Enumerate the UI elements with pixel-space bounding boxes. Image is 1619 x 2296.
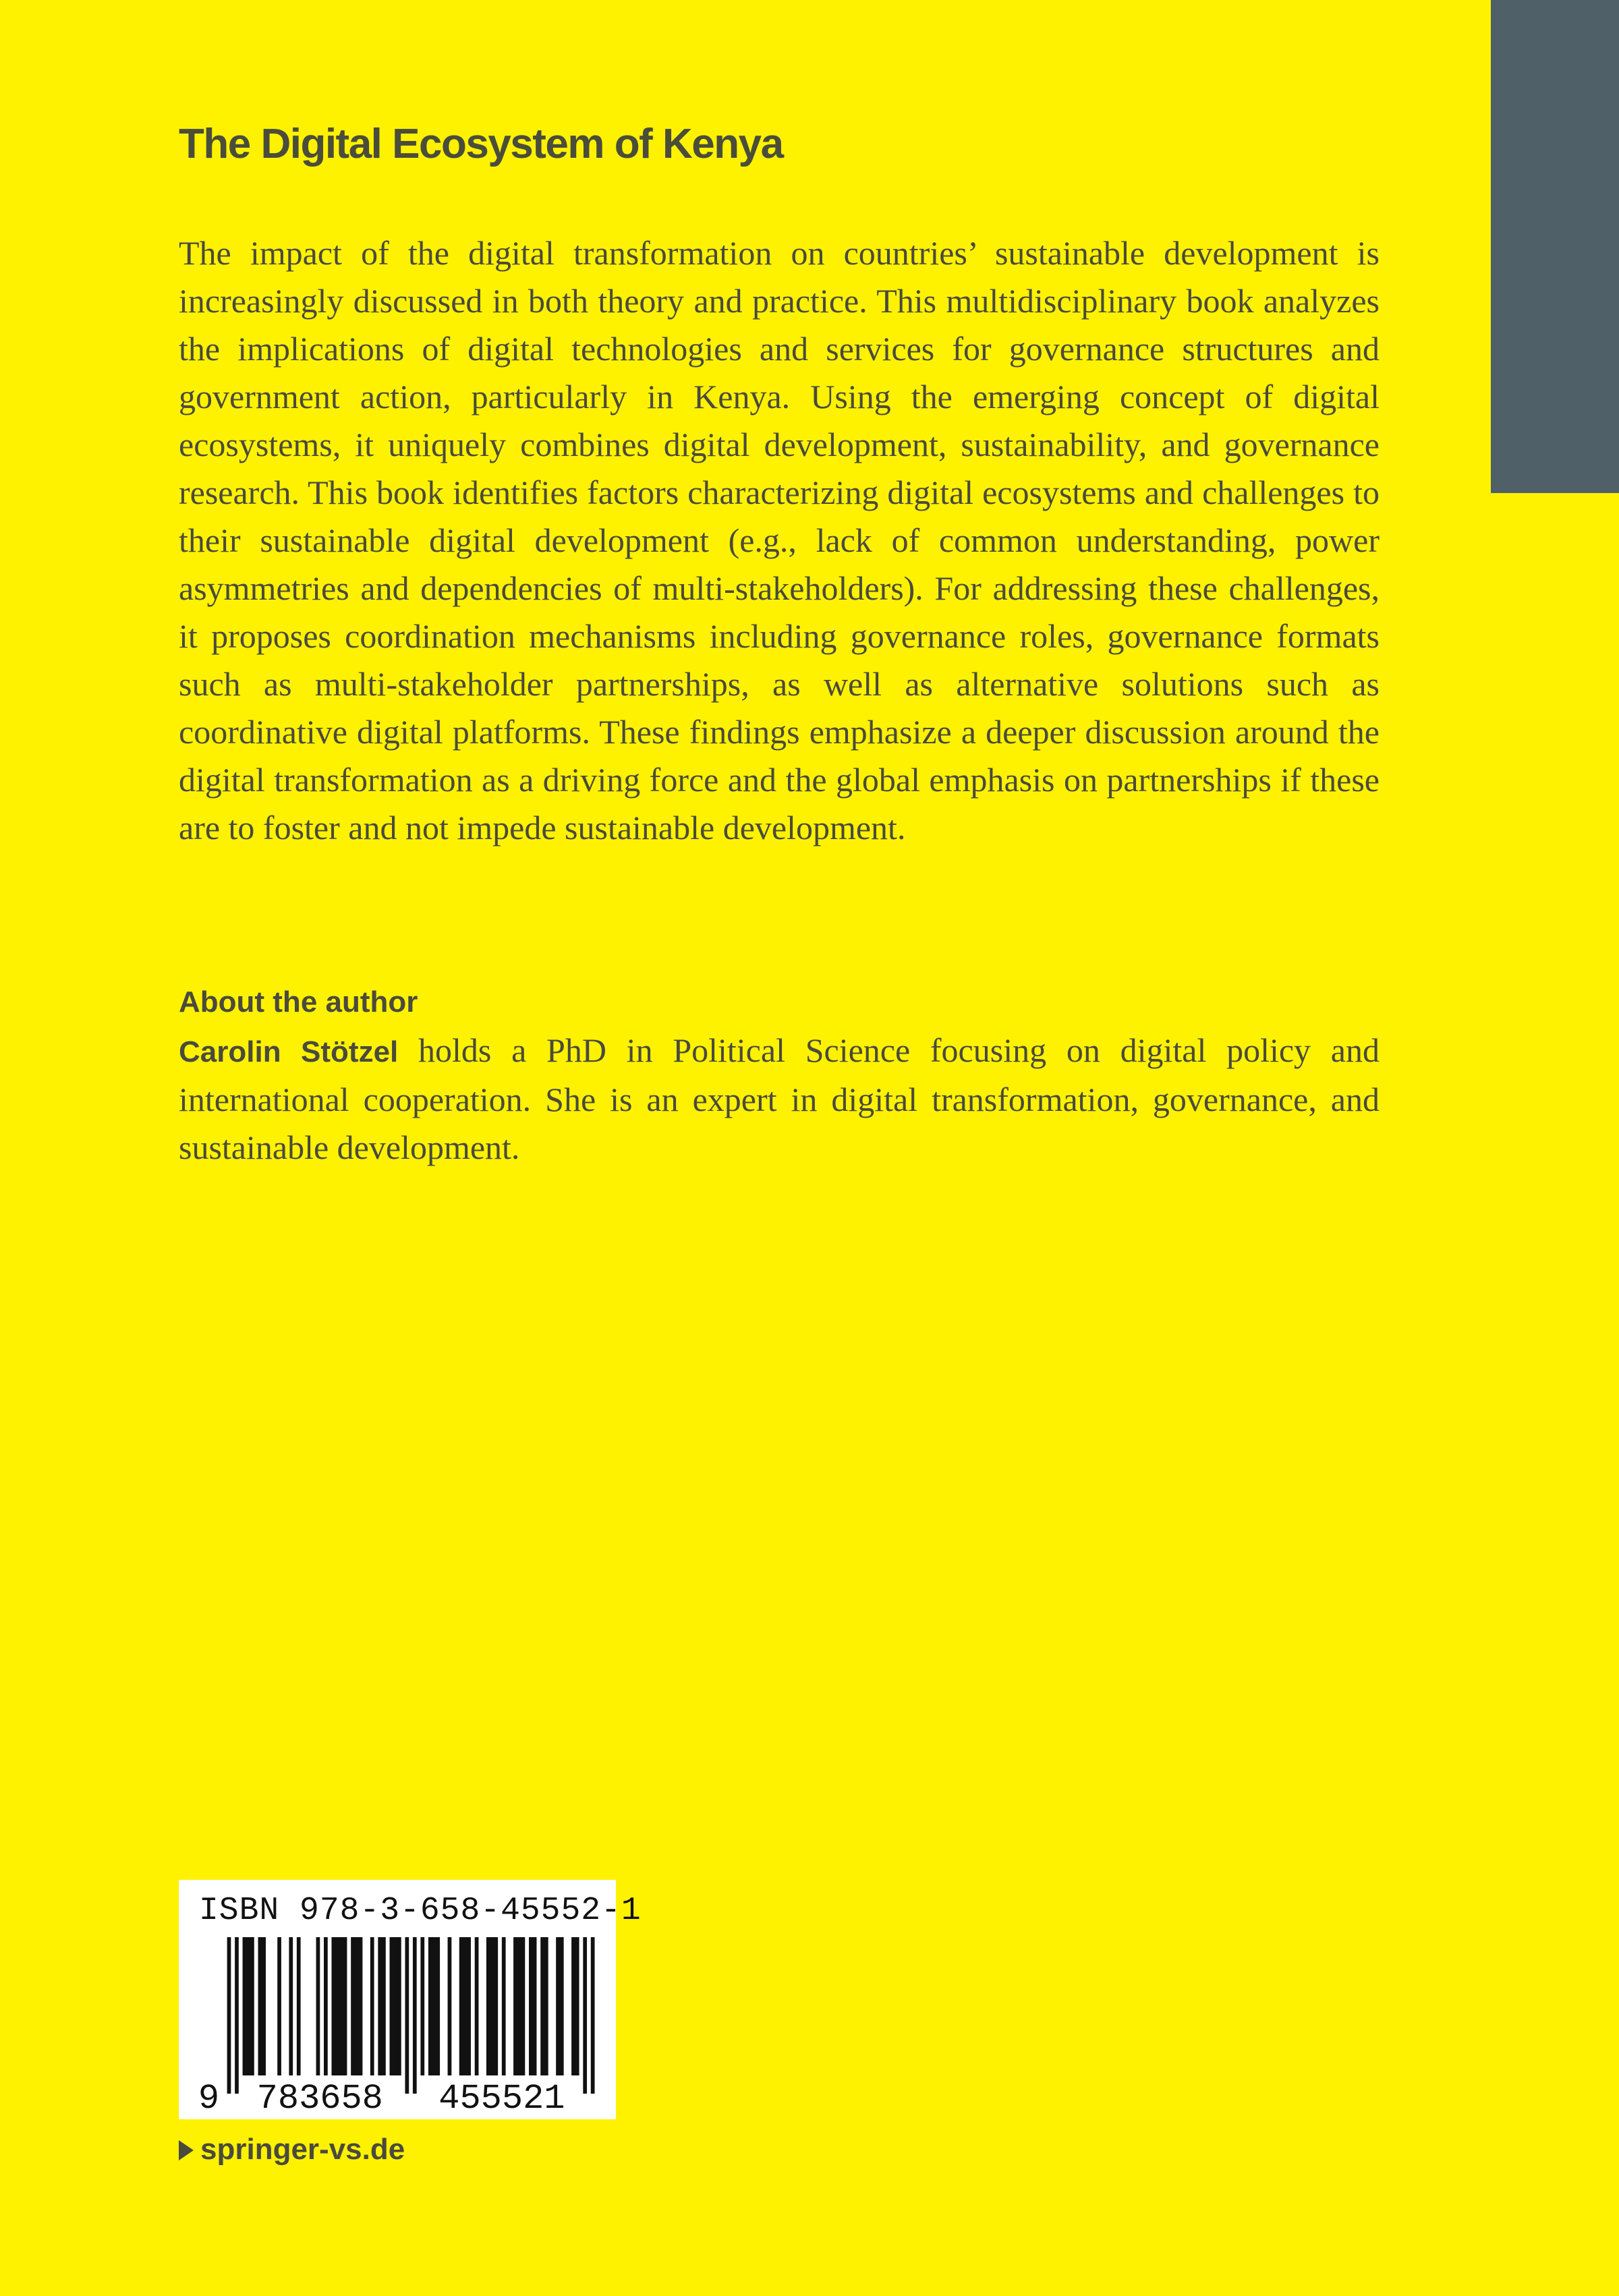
barcode-bar <box>316 1937 320 2075</box>
barcode-bar <box>297 1937 301 2075</box>
barcode-guard-bar <box>583 1937 587 2094</box>
barcode-bar <box>331 1937 347 2075</box>
arrow-right-icon <box>179 2140 194 2160</box>
barcode-bar <box>540 1937 548 2075</box>
barcode-bar <box>556 1937 563 2075</box>
barcode-bar <box>420 1937 424 2075</box>
barcode-bar <box>529 1937 536 2075</box>
author-name: Carolin Stötzel <box>179 1035 399 1068</box>
barcode-guard-bar <box>405 1937 409 2094</box>
barcode-bar <box>475 1937 479 2075</box>
barcode-bar <box>370 1937 374 2075</box>
barcode-bar <box>486 1937 498 2075</box>
publisher-link[interactable] <box>179 2129 405 2170</box>
barcode-bar <box>378 1937 385 2075</box>
barcode-digits: 783658 <box>256 2079 383 2113</box>
barcode-guard-bar <box>591 1937 595 2094</box>
about-author-heading: About the author <box>179 985 418 1018</box>
barcode-bar <box>289 1937 293 2075</box>
spine-color-tab <box>1491 0 1619 493</box>
isbn-label: ISBN 978-3-658-45552-1 <box>199 1893 642 1929</box>
author-bio <box>179 1027 1380 1172</box>
barcode-bar <box>459 1937 471 2075</box>
barcode-bar <box>428 1937 440 2075</box>
barcode-digits: 9 <box>198 2079 220 2113</box>
barcode-bar <box>448 1937 452 2075</box>
author-bio-text: holds a PhD in Political Science focusing on digital policy and international cooperation. She is an expert in digital transformation, governance, and sustainable development. <box>179 1031 1380 1166</box>
barcode-bar <box>351 1937 362 2075</box>
barcode-guard-bar <box>413 1937 417 2094</box>
barcode-digits: 455521 <box>438 2079 565 2113</box>
book-description: The impact of the digital transformation on countries’ sustainable development is increasingly discussed in both theory and practice. This multidisciplinary book analyzes the implications of digital technologies and services for governance structures and government action, particularly in Kenya. Using the emerging concept of digital ecosystems, it uniquely combines digital development, sustainability, and governance research. This book identifies factors characterizing digital ecosystems and challenges to their sustainable digital development (e.g., lack of common understanding, power asymmetries and dependencies of multi-stakeholders). For addressing these challenges, it proposes coordination mechanisms including governance roles, governance formats such as multi-stakeholder partnerships, as well as alternative solutions such as coordinative digital platforms. These findings emphasize a deeper discussion around the digital transformation as a driving force and the global emphasis on partnerships if these are to foster and not impede sustainable development. <box>179 234 1380 846</box>
barcode-bar <box>243 1937 254 2075</box>
barcode-guard-bar <box>227 1937 231 2094</box>
barcode-bar <box>571 1937 579 2075</box>
barcode-bar <box>513 1937 525 2075</box>
barcode-bar <box>502 1937 506 2075</box>
isbn-barcode <box>179 1880 642 2119</box>
barcode-bar <box>258 1937 266 2075</box>
publisher-website: springer-vs.de <box>200 2133 405 2166</box>
book-title: The Digital Ecosystem of Kenya <box>179 121 783 167</box>
barcode-guard-bar <box>235 1937 239 2094</box>
barcode-image <box>192 1937 602 2113</box>
barcode-bar <box>390 1937 401 2075</box>
barcode-bar <box>277 1937 281 2075</box>
barcode-bar <box>324 1937 328 2075</box>
